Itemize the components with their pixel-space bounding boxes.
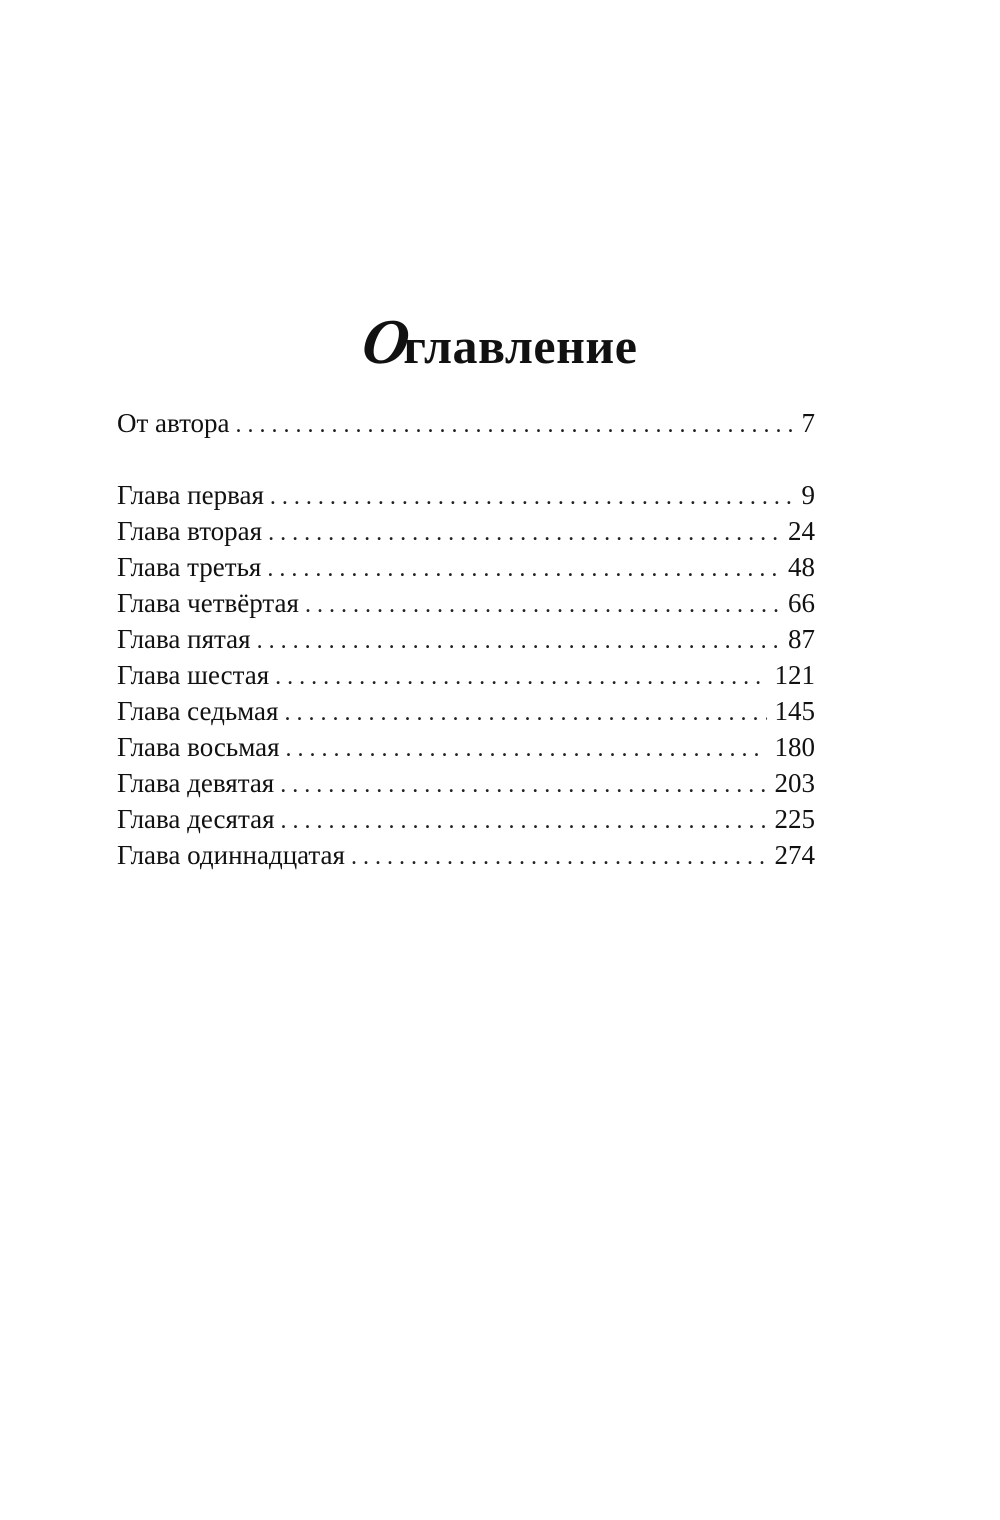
title-initial-letter: О xyxy=(357,305,415,377)
toc-dot-leader xyxy=(281,803,767,839)
toc-entry-chapter-4[interactable] xyxy=(117,585,815,621)
toc-entry-page-number: 145 xyxy=(774,696,815,726)
toc-entry-label: Глава первая xyxy=(117,480,264,510)
toc-entry-chapter-9[interactable] xyxy=(117,765,815,801)
toc-entry-label: Глава одиннадцатая xyxy=(117,840,345,870)
toc-entry-chapter-1[interactable] xyxy=(117,477,815,513)
toc-entry-page-number: 7 xyxy=(801,408,815,438)
toc-entry-page-number: 87 xyxy=(788,624,815,654)
toc-chapters-group xyxy=(117,477,815,873)
toc-entry-page-number: 180 xyxy=(774,732,815,762)
toc-entry-label: От автора xyxy=(117,408,230,438)
toc-dot-leader xyxy=(280,767,766,803)
toc-dot-leader xyxy=(351,839,767,875)
toc-dot-leader xyxy=(275,659,766,695)
toc-entry-page-number: 121 xyxy=(774,660,815,690)
toc-entry-label: Глава третья xyxy=(117,552,262,582)
toc-entry-label: Глава четвёртая xyxy=(117,588,299,618)
toc-dot-leader xyxy=(286,731,767,767)
toc-entry-label: Глава девятая xyxy=(117,768,275,798)
title-rest: главление xyxy=(403,317,638,374)
toc-entry-chapter-7[interactable] xyxy=(117,693,815,729)
toc-entry-page-number: 48 xyxy=(788,552,815,582)
toc-entry-page-number: 203 xyxy=(774,768,815,798)
toc-entry-page-number: 9 xyxy=(801,480,815,510)
toc-intro-group xyxy=(117,405,815,441)
table-of-contents xyxy=(117,405,815,873)
toc-entry-label: Глава десятая xyxy=(117,804,275,834)
toc-entry-page-number: 66 xyxy=(788,588,815,618)
toc-entry-chapter-2[interactable] xyxy=(117,513,815,549)
toc-entry-page-number: 24 xyxy=(788,516,815,546)
toc-entry-label: Глава вторая xyxy=(117,516,263,546)
page-title xyxy=(0,302,1000,386)
toc-entry-page-number: 274 xyxy=(774,840,815,870)
toc-dot-leader xyxy=(270,479,794,515)
toc-dot-leader xyxy=(268,515,780,551)
toc-dot-leader xyxy=(236,407,794,443)
toc-entry-chapter-6[interactable] xyxy=(117,657,815,693)
toc-entry-label: Глава седьмая xyxy=(117,696,279,726)
toc-entry-chapter-8[interactable] xyxy=(117,729,815,765)
toc-dot-leader xyxy=(305,587,780,623)
toc-entry-label: Глава восьмая xyxy=(117,732,280,762)
toc-entry-label: Глава шестая xyxy=(117,660,270,690)
toc-dot-leader xyxy=(267,551,780,587)
toc-entry-author-foreword[interactable] xyxy=(117,405,815,441)
toc-entry-label: Глава пятая xyxy=(117,624,251,654)
toc-entry-chapter-10[interactable] xyxy=(117,801,815,837)
toc-entry-chapter-3[interactable] xyxy=(117,549,815,585)
toc-dot-leader xyxy=(257,623,780,659)
toc-entry-page-number: 225 xyxy=(774,804,815,834)
toc-dot-leader xyxy=(284,695,766,731)
toc-entry-chapter-5[interactable] xyxy=(117,621,815,657)
toc-entry-chapter-11[interactable] xyxy=(117,837,815,873)
